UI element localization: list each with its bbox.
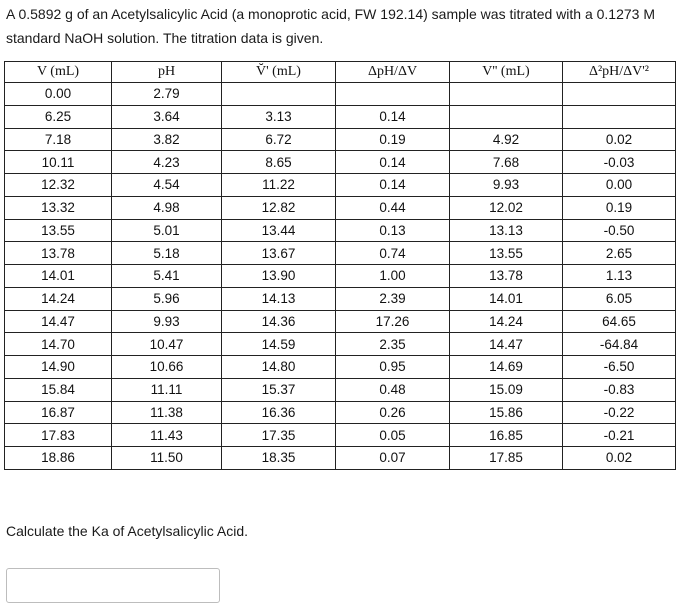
- cell-second-derivative: -0.21: [563, 424, 676, 447]
- cell-volume-prime: 11.22: [222, 174, 336, 197]
- table-row: [5, 174, 676, 197]
- cell-volume-prime: 14.80: [222, 356, 336, 379]
- cell-volume: 7.18: [5, 128, 112, 151]
- cell-first-derivative: 0.95: [336, 356, 450, 379]
- header-volume: V (mL): [5, 62, 112, 83]
- cell-first-derivative: 0.13: [336, 219, 450, 242]
- cell-second-derivative: -6.50: [563, 356, 676, 379]
- cell-volume-prime: 13.67: [222, 242, 336, 265]
- header-first-derivative: ΔpH/ΔV: [336, 62, 450, 83]
- cell-volume-prime: 15.37: [222, 378, 336, 401]
- cell-ph: 11.11: [112, 378, 222, 401]
- table-row: [5, 265, 676, 288]
- table-row: [5, 105, 676, 128]
- cell-second-derivative: [563, 105, 676, 128]
- cell-volume-prime: [222, 83, 336, 106]
- question-text: Calculate the Ka of Acetylsalicylic Acid.: [6, 523, 249, 539]
- cell-first-derivative: 0.14: [336, 105, 450, 128]
- answer-input[interactable]: [6, 568, 220, 603]
- cell-first-derivative: 0.48: [336, 378, 450, 401]
- cell-volume: 16.87: [5, 401, 112, 424]
- cell-first-derivative: 2.39: [336, 287, 450, 310]
- cell-second-derivative: -0.22: [563, 401, 676, 424]
- cell-volume-prime: 14.36: [222, 310, 336, 333]
- table-row: [5, 83, 676, 106]
- cell-volume: 14.24: [5, 287, 112, 310]
- cell-volume-double-prime: 7.68: [450, 151, 563, 174]
- cell-volume-double-prime: 14.24: [450, 310, 563, 333]
- cell-volume: 14.01: [5, 265, 112, 288]
- cell-volume-double-prime: [450, 105, 563, 128]
- problem-statement: A 0.5892 g of an Acetylsalicylic Acid (a monoprotic acid, FW 192.14) sample was titrated with a 0.1273 M standard NaOH solution. The titration data is given.: [6, 6, 655, 46]
- table-row: [5, 401, 676, 424]
- cell-ph: 2.79: [112, 83, 222, 106]
- cell-volume-double-prime: [450, 83, 563, 106]
- table-header-row: [5, 62, 676, 83]
- cell-volume-prime: 17.35: [222, 424, 336, 447]
- cell-first-derivative: 0.26: [336, 401, 450, 424]
- cell-volume-prime: 14.59: [222, 333, 336, 356]
- table-row: [5, 242, 676, 265]
- table-row: [5, 287, 676, 310]
- header-volume-prime: V̆' (mL): [222, 62, 336, 83]
- cell-second-derivative: 2.65: [563, 242, 676, 265]
- table-row: [5, 151, 676, 174]
- table-row: [5, 378, 676, 401]
- cell-volume-double-prime: 14.69: [450, 356, 563, 379]
- cell-volume-prime: 13.90: [222, 265, 336, 288]
- cell-volume: 13.78: [5, 242, 112, 265]
- cell-second-derivative: 0.00: [563, 174, 676, 197]
- cell-volume-prime: 6.72: [222, 128, 336, 151]
- cell-volume: 18.86: [5, 447, 112, 470]
- cell-ph: 4.54: [112, 174, 222, 197]
- cell-volume-prime: 13.44: [222, 219, 336, 242]
- cell-volume-double-prime: 9.93: [450, 174, 563, 197]
- cell-ph: 3.64: [112, 105, 222, 128]
- cell-volume-double-prime: 15.09: [450, 378, 563, 401]
- cell-ph: 11.38: [112, 401, 222, 424]
- table-row: [5, 333, 676, 356]
- cell-second-derivative: 0.19: [563, 196, 676, 219]
- cell-first-derivative: 1.00: [336, 265, 450, 288]
- table-row: [5, 128, 676, 151]
- cell-second-derivative: -64.84: [563, 333, 676, 356]
- cell-ph: 10.66: [112, 356, 222, 379]
- cell-ph: 5.41: [112, 265, 222, 288]
- cell-volume: 14.70: [5, 333, 112, 356]
- cell-ph: 9.93: [112, 310, 222, 333]
- cell-volume: 6.25: [5, 105, 112, 128]
- cell-volume-prime: 3.13: [222, 105, 336, 128]
- cell-first-derivative: 0.07: [336, 447, 450, 470]
- cell-second-derivative: -0.83: [563, 378, 676, 401]
- cell-second-derivative: 0.02: [563, 128, 676, 151]
- cell-volume-double-prime: 14.01: [450, 287, 563, 310]
- cell-ph: 4.98: [112, 196, 222, 219]
- table-row: [5, 447, 676, 470]
- cell-second-derivative: -0.50: [563, 219, 676, 242]
- table-row: [5, 310, 676, 333]
- cell-second-derivative: [563, 83, 676, 106]
- cell-volume-double-prime: 14.47: [450, 333, 563, 356]
- cell-volume-prime: 14.13: [222, 287, 336, 310]
- cell-volume: 13.55: [5, 219, 112, 242]
- cell-first-derivative: 0.74: [336, 242, 450, 265]
- cell-second-derivative: 0.02: [563, 447, 676, 470]
- cell-volume-prime: 12.82: [222, 196, 336, 219]
- cell-ph: 3.82: [112, 128, 222, 151]
- cell-volume: 0.00: [5, 83, 112, 106]
- cell-volume: 14.90: [5, 356, 112, 379]
- cell-second-derivative: 64.65: [563, 310, 676, 333]
- table-row: [5, 356, 676, 379]
- cell-first-derivative: 17.26: [336, 310, 450, 333]
- cell-ph: 5.18: [112, 242, 222, 265]
- cell-ph: 5.01: [112, 219, 222, 242]
- cell-volume-double-prime: 13.13: [450, 219, 563, 242]
- cell-ph: 4.23: [112, 151, 222, 174]
- cell-first-derivative: [336, 83, 450, 106]
- cell-ph: 10.47: [112, 333, 222, 356]
- cell-first-derivative: 0.44: [336, 196, 450, 219]
- cell-second-derivative: 1.13: [563, 265, 676, 288]
- cell-volume-double-prime: 13.78: [450, 265, 563, 288]
- table-row: [5, 219, 676, 242]
- cell-volume-prime: 16.36: [222, 401, 336, 424]
- cell-volume: 13.32: [5, 196, 112, 219]
- header-second-derivative: Δ²pH/ΔV'²: [563, 62, 676, 83]
- table-row: [5, 424, 676, 447]
- cell-volume: 12.32: [5, 174, 112, 197]
- cell-first-derivative: 2.35: [336, 333, 450, 356]
- cell-first-derivative: 0.14: [336, 174, 450, 197]
- cell-second-derivative: -0.03: [563, 151, 676, 174]
- cell-first-derivative: 0.14: [336, 151, 450, 174]
- table-row: [5, 196, 676, 219]
- cell-volume: 15.84: [5, 378, 112, 401]
- cell-volume-double-prime: 15.86: [450, 401, 563, 424]
- header-ph: pH: [112, 62, 222, 83]
- cell-volume-double-prime: 13.55: [450, 242, 563, 265]
- cell-volume: 14.47: [5, 310, 112, 333]
- cell-volume: 10.11: [5, 151, 112, 174]
- cell-volume-double-prime: 12.02: [450, 196, 563, 219]
- cell-ph: 11.43: [112, 424, 222, 447]
- cell-volume-double-prime: 16.85: [450, 424, 563, 447]
- cell-ph: 5.96: [112, 287, 222, 310]
- cell-ph: 11.50: [112, 447, 222, 470]
- cell-volume-prime: 8.65: [222, 151, 336, 174]
- cell-second-derivative: 6.05: [563, 287, 676, 310]
- cell-volume-double-prime: 4.92: [450, 128, 563, 151]
- titration-data-table: [4, 61, 676, 470]
- header-volume-double-prime: V'' (mL): [450, 62, 563, 83]
- cell-first-derivative: 0.19: [336, 128, 450, 151]
- cell-volume-prime: 18.35: [222, 447, 336, 470]
- cell-first-derivative: 0.05: [336, 424, 450, 447]
- cell-volume-double-prime: 17.85: [450, 447, 563, 470]
- cell-volume: 17.83: [5, 424, 112, 447]
